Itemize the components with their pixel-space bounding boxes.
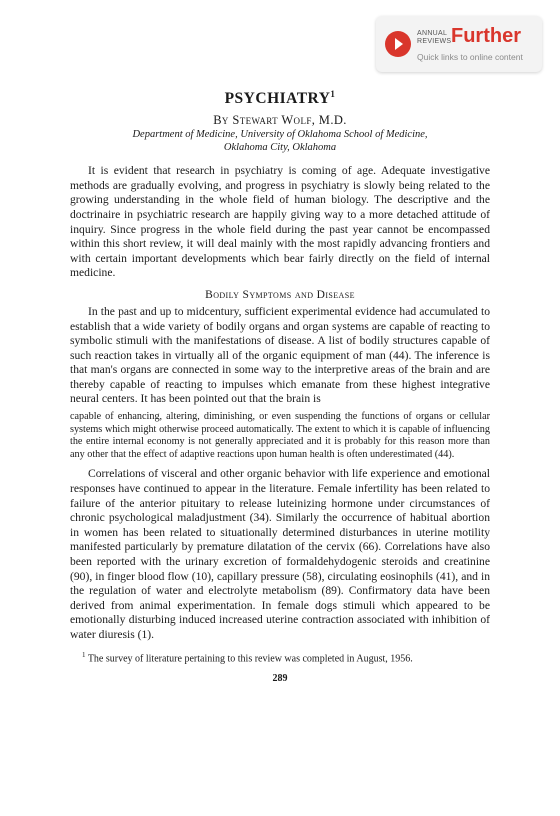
article-page [70, 84, 490, 684]
article-title [70, 84, 490, 109]
badge-reviews-text: REVIEWS [417, 38, 452, 45]
footnote-mark: 1 [82, 650, 86, 659]
page-number: 289 [272, 672, 288, 684]
footnote-text: The survey of literature pertaining to this review was completed in August, 1956. [87, 652, 413, 664]
body-paragraph-3: Correlations of visceral and other organic behavior with life experience and emotional responses have continued to appear in the literature. Female infertility has been related to failure of the anterior pituitary to release luteinizing hormone under circumstances of chronic psychological maladjustment (34). Similarly the occurrence of habitual abortion in women has been related to situationally determined disturbances in uterine motility manifested particularly by premature dilatation of the cervix (66). Correlations have also been reported with the urinary excretion of formaldehydogenic steroids and creatinine (90), in finger blood flow (10), capillary pressure (58), circulating eosinophils (41), and in the regulation of water and electrolyte metabolism (89). Confirmatory data have been derived from animal experimentation. In female dogs stimuli which appeared to be emotionally disturbing induced increased uterine contraction associated with inhibition of water diuresis (1). [70, 467, 490, 641]
title-text: PSYCHIATRY [224, 90, 331, 108]
badge-further-text: Further [451, 25, 521, 47]
title-footnote-mark: 1 [330, 89, 336, 99]
block-quote: capable of enhancing, altering, diminishing, or even suspending the functions of organs or cellular systems which might otherwise proceed automatically. The extent to which it is capable of influencing the entire internal economy is not generally appreciated and it is probably for this reason more than any other that the effect of adaptive reactions upon human health is often underestimated (44). [70, 411, 490, 460]
play-icon [385, 31, 411, 57]
body-paragraph-2: In the past and up to midcentury, sufficient experimental evidence had accumulated to establish that a wide variety of bodily organs and organ systems are capable of reacting to symbolic stimuli with the manifestations of disease. A list of bodily structures capable of such reaction takes in virtually all of the organic equipment of man (44). The inference is that man's organs are connected in some way to the interpretive areas of the brain and are thereby capable of reacting to impulses which emanate from these highest integrative neural centers. It has been pointed out that the brain is [70, 304, 490, 406]
badge-annual-text: ANNUAL [417, 30, 448, 37]
intro-paragraph: It is evident that research in psychiatry is coming of age. Adequate investigative methods are gradually evolving, and progress in psychiatry is slowly being related to the growing understanding in the whole field of human biology. The descriptive and the doctrinaire in psychiatric research are happily giving way to a more detached attitude of inquiry. Since progress in the whole field during the past year cannot be encompassed within this short review, it will deal mainly with the most rapidly advancing frontiers and with certain important developments which bear fairly directly on the field of internal medicine. [70, 164, 490, 280]
section-heading: Bodily Symptoms and Disease [205, 288, 355, 301]
further-badge[interactable] [376, 16, 542, 72]
affiliation-line-2: Oklahoma City, Oklahoma [223, 142, 337, 154]
footnote [70, 649, 490, 665]
author-line: By Stewart Wolf, M.D. [213, 113, 347, 128]
affiliation-line-1: Department of Medicine, University of Oklahoma School of Medicine, [132, 129, 428, 141]
badge-subtitle: Quick links to online content [417, 52, 523, 62]
